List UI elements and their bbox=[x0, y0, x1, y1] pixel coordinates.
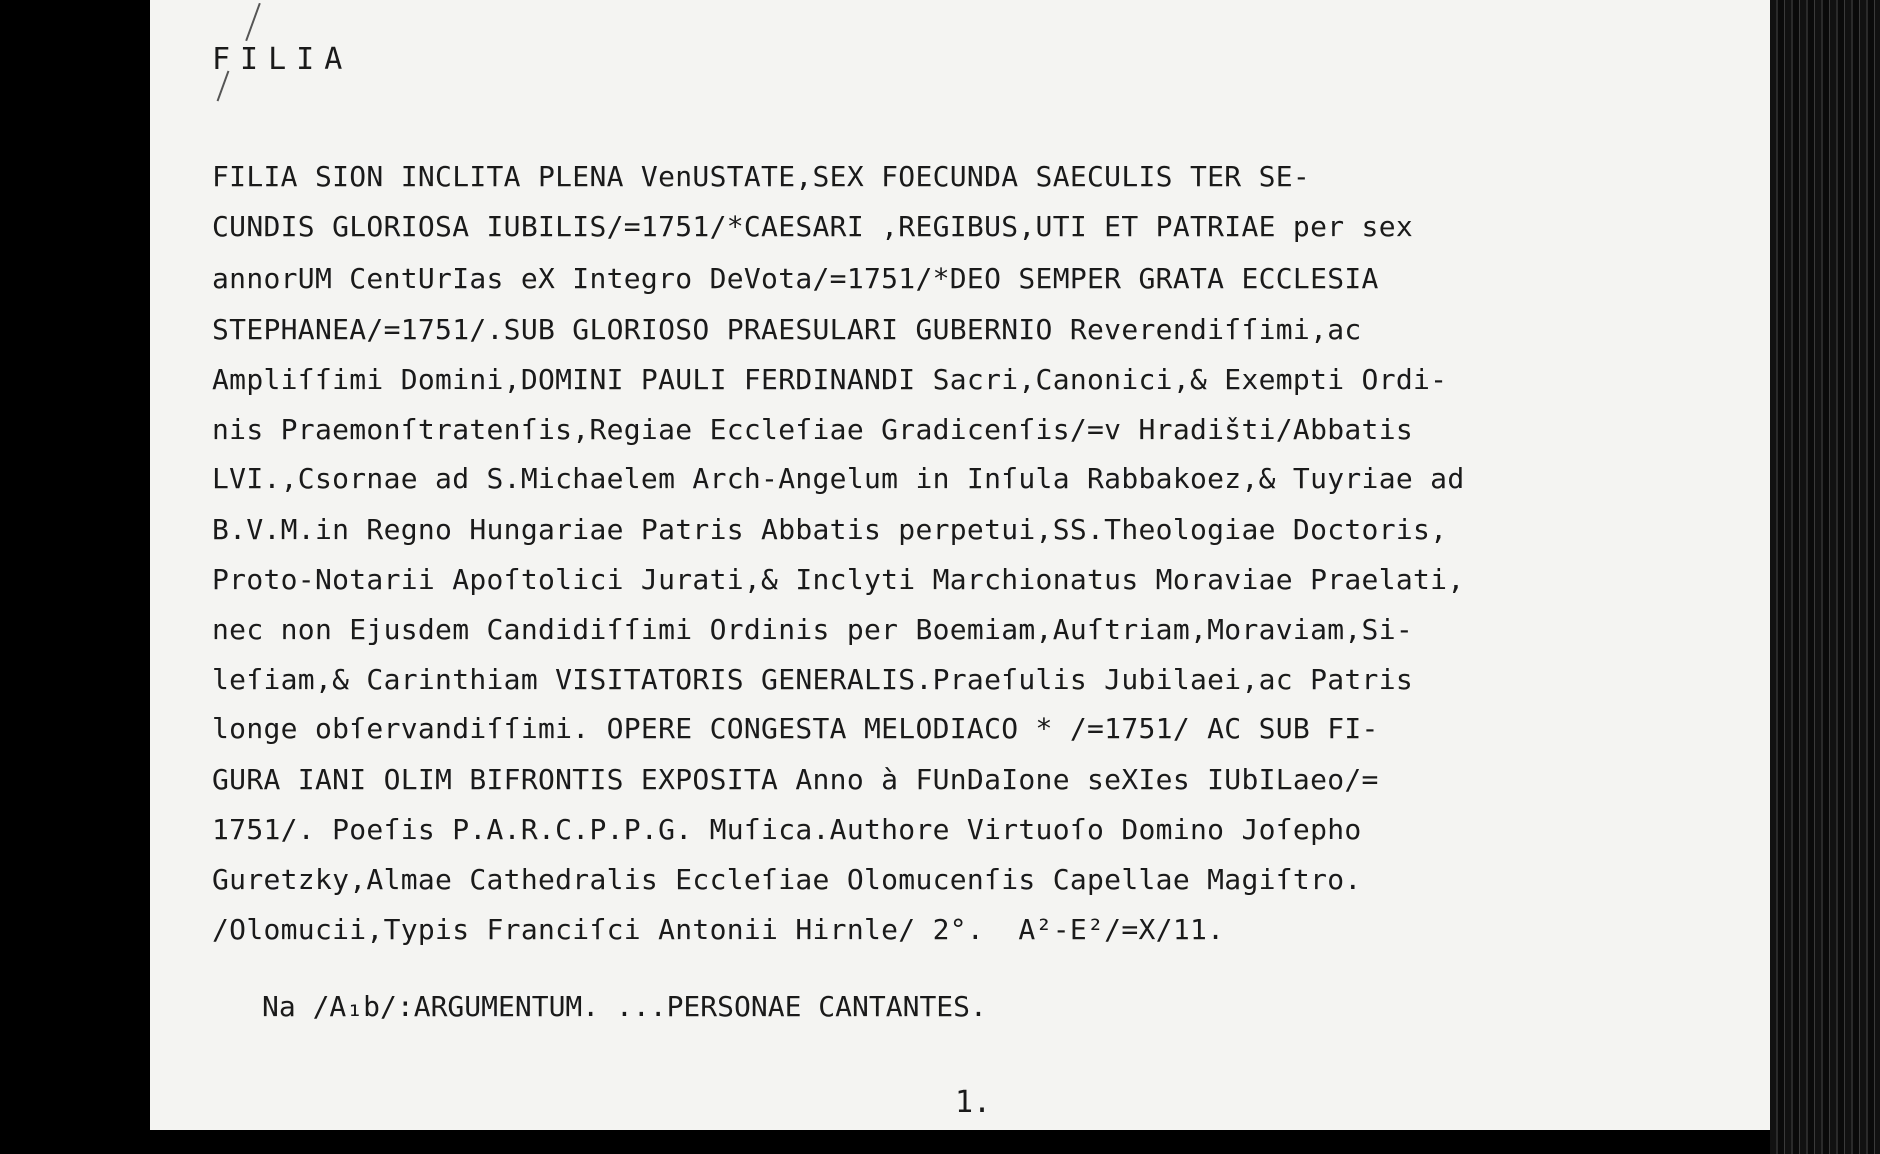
body-line: Guretzky,Almae Cathedralis Eccleſiae Olomucenſis Capellae Magiſtro. bbox=[212, 863, 1362, 896]
body-line: STEPHANEA/=1751/.SUB GLORIOSO PRAESULARI GUBERNIO Reverendiſſimi,ac bbox=[212, 313, 1362, 346]
body-line: CUNDIS GLORIOSA IUBILIS/=1751/*CAESARI ,REGIBUS,UTI ET PATRIAE per sex bbox=[212, 210, 1414, 243]
body-line: B.V.M.in Regno Hungariae Patris Abbatis perpetui,SS.Theologiae Doctoris, bbox=[212, 513, 1448, 546]
scan-edge bbox=[1770, 0, 1880, 1154]
body-line: 1751/. Poeſis P.A.R.C.P.P.G. Muſica.Authore Virtuoſo Domino Joſepho bbox=[212, 813, 1362, 846]
contents-note: Na /A₁b/:ARGUMENTUM. ...PERSONAE CANTANTES. bbox=[262, 990, 987, 1023]
body-line: GURA IANI OLIM BIFRONTIS EXPOSITA Anno à FUnDaIone seXIes IUbILaeo/= bbox=[212, 763, 1379, 796]
body-line: longe obſervandiſſimi. OPERE CONGESTA MELODIACO * /=1751/ AC SUB FI- bbox=[212, 712, 1379, 745]
body-line: LVI.,Csornae ad S.Michaelem Arch-Angelum in Inſula Rabbakoez,& Tuyriae ad bbox=[212, 462, 1465, 495]
body-line: leſiam,& Carinthiam VISITATORIS GENERALIS.Praeſulis Jubilaei,ac Patris bbox=[212, 663, 1414, 696]
card-heading: FILIA bbox=[212, 42, 353, 77]
body-line: FILIA SION INCLITA PLENA VenUSTATE,SEX FOECUNDA SAECULIS TER SE- bbox=[212, 160, 1311, 193]
body-line: nec non Ejusdem Candidiſſimi Ordinis per Boemiam,Auſtriam,Moraviam,Si- bbox=[212, 613, 1414, 646]
body-line: nis Praemonſtratenſis,Regiae Eccleſiae Gradicenſis/=v Hradišti/Abbatis bbox=[212, 413, 1414, 446]
body-line: annorUM CentUrIas eX Integro DeVota/=1751/*DEO SEMPER GRATA ECCLESIA bbox=[212, 262, 1379, 295]
body-line: /Olomucii,Typis Franciſci Antonii Hirnle/ 2°. A²-E²/=X/11. bbox=[212, 913, 1225, 946]
page-number: 1. bbox=[955, 1085, 992, 1120]
scan-bottom-edge bbox=[150, 1130, 1770, 1154]
body-line: Proto-Notarii Apoſtolici Jurati,& Inclyti Marchionatus Moraviae Praelati, bbox=[212, 563, 1465, 596]
body-line: Ampliſſimi Domini,DOMINI PAULI FERDINANDI Sacri,Canonici,& Exempti Ordi- bbox=[212, 363, 1448, 396]
